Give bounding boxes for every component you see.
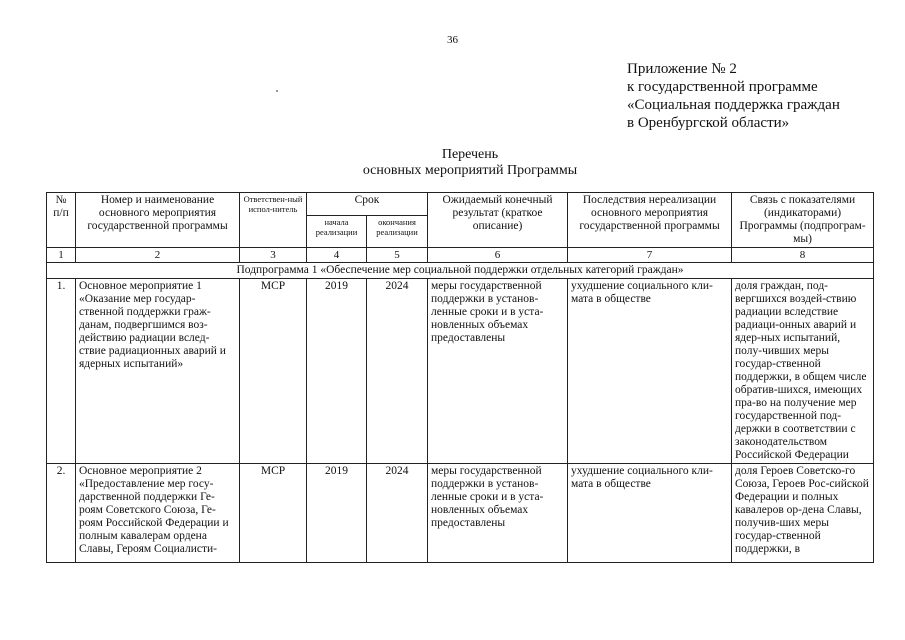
column-number: 4 [307,248,367,263]
header-term: Срок [307,193,428,216]
column-number: 3 [240,248,307,263]
header-responsible: Ответствен-ный испол-нитель [240,193,307,248]
appendix-line: в Оренбургской области» [627,115,790,131]
table-row [47,464,874,563]
column-number: 7 [568,248,732,263]
row-result: меры государственной поддержки в установ-ленные сроки и в уста-новленных объемах предоставлены [428,464,568,563]
table-row [47,279,874,464]
title-line: Перечень [441,147,499,162]
column-number: 2 [76,248,240,263]
column-number: 1 [47,248,76,263]
row-num: 1. [47,279,76,464]
subprogram-title: Подпрограмма 1 «Обеспечение мер социальной поддержки отдельных категорий граждан» [47,263,874,279]
row-consequences: ухудшение социального кли-мата в обществе [568,464,732,563]
row-start: 2019 [307,464,367,563]
row-consequences: ухудшение социального кли-мата в обществе [568,279,732,464]
header-result: Ожидаемый конечный результат (краткое описание) [428,193,568,248]
header-num: № п/п [47,193,76,248]
column-number: 8 [732,248,874,263]
row-link: доля граждан, под-вергшихся воздей-ствию радиации вследствие радиаци-онных аварий и ядер-ных испытаний, полу-чивших меры государ-ственной поддержки, в общем числе обратив-шихся, имеющих пра-во на получение мер государственной под-держки в соответствии с законодательством Российской Федерации [732,279,874,464]
row-link: доля Героев Советско-го Союза, Героев Рос-сийской Федерации и полных кавалеров ор-дена Славы, получив-ших меры государ-ственной поддержки, в [732,464,874,563]
row-result: меры государственной поддержки в установ-ленные сроки и в уста-новленных объемах предоставлены [428,279,568,464]
measures-table [46,192,874,563]
header-end: окончания реализации [367,215,428,247]
appendix-line: к государственной программе [627,79,818,95]
title-line: основных мероприятий Программы [362,163,578,178]
appendix-line: Приложение № 2 [627,61,737,77]
row-end: 2024 [367,279,428,464]
row-end: 2024 [367,464,428,563]
header-start: начала реализации [307,215,367,247]
appendix-note [627,60,840,132]
row-responsible: МСР [240,464,307,563]
column-number: 6 [428,248,568,263]
page-number: 36 [447,34,458,46]
appendix-line: «Социальная поддержка граждан [627,97,840,113]
row-responsible: МСР [240,279,307,464]
column-number: 5 [367,248,428,263]
subprogram-row [47,263,874,279]
row-name: Основное мероприятие 1 «Оказание мер государ-ственной поддержки граж-данам, подвергшимся воз-действию радиации вслед-ствие радиационных аварий и ядерных испытаний» [76,279,240,464]
header-name: Номер и наименование основного мероприятия государственной программы [76,193,240,248]
row-name: Основное мероприятие 2 «Предоставление мер госу-дарственной поддержки Ге-роям Советского Союза, Ге-роям Российской Федерации и полным кавалерам ордена Славы, Героям Социалисти- [76,464,240,563]
row-num: 2. [47,464,76,563]
header-link: Связь с показателями (индикаторами) Программы (подпрограм-мы) [732,193,874,248]
document-title [300,147,640,179]
header-consequences: Последствия нереализации основного мероприятия государственной программы [568,193,732,248]
header-row [47,193,874,216]
column-number-row [47,248,874,263]
row-start: 2019 [307,279,367,464]
scan-speck [276,90,278,92]
